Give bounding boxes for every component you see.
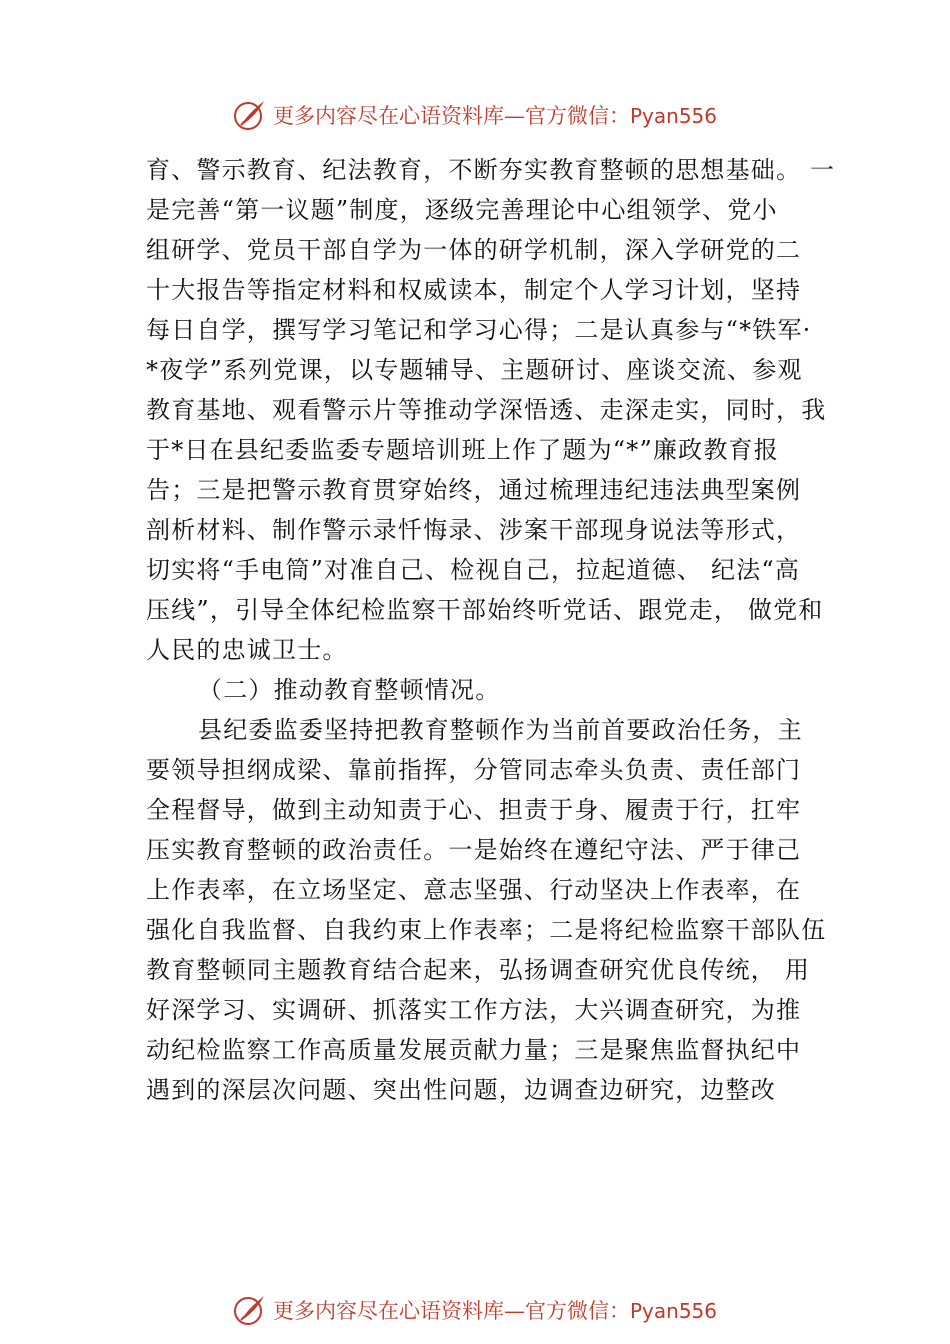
footer-watermark <box>0 1290 950 1330</box>
watermark-separator: — <box>503 1299 525 1323</box>
watermark-title: 更多内容尽在心语资料库 <box>272 1299 504 1323</box>
text-line: 要领导担纲成梁、靠前指挥，分管同志牵头负责、责任部门 <box>146 756 802 784</box>
text-line: 告；三是把警示教育贯穿始终，通过梳理违纪违法典型案例 <box>146 476 802 504</box>
text-line: 是完善“第一议题”制度，逐级完善理论中心组领学、党小 <box>146 196 778 224</box>
text-line: *夜学”系列党课，以专题辅导、主题研讨、座谈交流、参观 <box>146 356 803 384</box>
text-line: 组研学、党员干部自学为一体的研学机制，深入学研党的二 <box>146 236 802 264</box>
watermark-suffix: 官方微信： <box>524 104 630 128</box>
text-line: 好深学习、实调研、抓落实工作方法，大兴调查研究，为推 <box>146 996 802 1024</box>
text-line: 人民的忠诚卫士。 <box>146 636 348 664</box>
header-watermark <box>0 95 950 135</box>
watermark-text <box>273 1295 717 1325</box>
text-line: 遇到的深层次问题、突出性问题，边调查边研究，边整改 <box>146 1076 776 1104</box>
text-line: 教育整顿同主题教育结合起来，弘扬调查研究优良传统， 用 <box>146 956 811 984</box>
text-line: 压线”，引导全体纪检监察干部始终听党话、跟党走， 做党和 <box>146 596 824 624</box>
paragraph-first-line: 县纪委监委坚持把教育整顿作为当前首要政治任务，主 <box>198 716 803 744</box>
text-line: 每日自学，撰写学习笔记和学习心得；二是认真参与“*铁军· <box>146 316 812 344</box>
text-line: 上作表率，在立场坚定、意志坚强、行动坚决上作表率，在 <box>146 876 802 904</box>
text-line: 于*日在县纪委监委专题培训班上作了题为“*”廉政教育报 <box>146 436 779 464</box>
text-line: 全程督导，做到主动知责于心、担责于身、履责于行，扛牢 <box>146 796 802 824</box>
text-line: 育、警示教育、纪法教育，不断夯实教育整顿的思想基础。 一 <box>146 156 836 184</box>
watermark-title: 更多内容尽在心语资料库 <box>272 104 504 128</box>
quill-logo-icon <box>233 98 267 132</box>
text-line: 教育基地、观看警示片等推动学深悟透、走深走实，同时，我 <box>146 396 827 424</box>
text-line: 切实将“手电筒”对准自己、检视自己，拉起道德、 纪法“高 <box>146 556 801 584</box>
text-line: 动纪检监察工作高质量发展贡献力量；三是聚焦监督执纪中 <box>146 1036 802 1064</box>
text-line: 压实教育整顿的政治责任。一是始终在遵纪守法、严于律己 <box>146 836 802 864</box>
text-line: 剖析材料、制作警示录忏悔录、涉案干部现身说法等形式， <box>146 516 802 544</box>
watermark-id: Pyan556 <box>629 1299 717 1323</box>
quill-logo-icon <box>233 1293 267 1327</box>
text-line: 强化自我监督、自我约束上作表率；二是将纪检监察干部队伍 <box>146 916 827 944</box>
watermark-separator: — <box>503 104 525 128</box>
watermark-suffix: 官方微信： <box>524 1299 630 1323</box>
text-line: 十大报告等指定材料和权威读本，制定个人学习计划，坚持 <box>146 276 802 304</box>
watermark-id: Pyan556 <box>629 104 717 128</box>
watermark-text <box>273 100 717 130</box>
section-heading: （二）推动教育整顿情况。 <box>198 676 501 704</box>
